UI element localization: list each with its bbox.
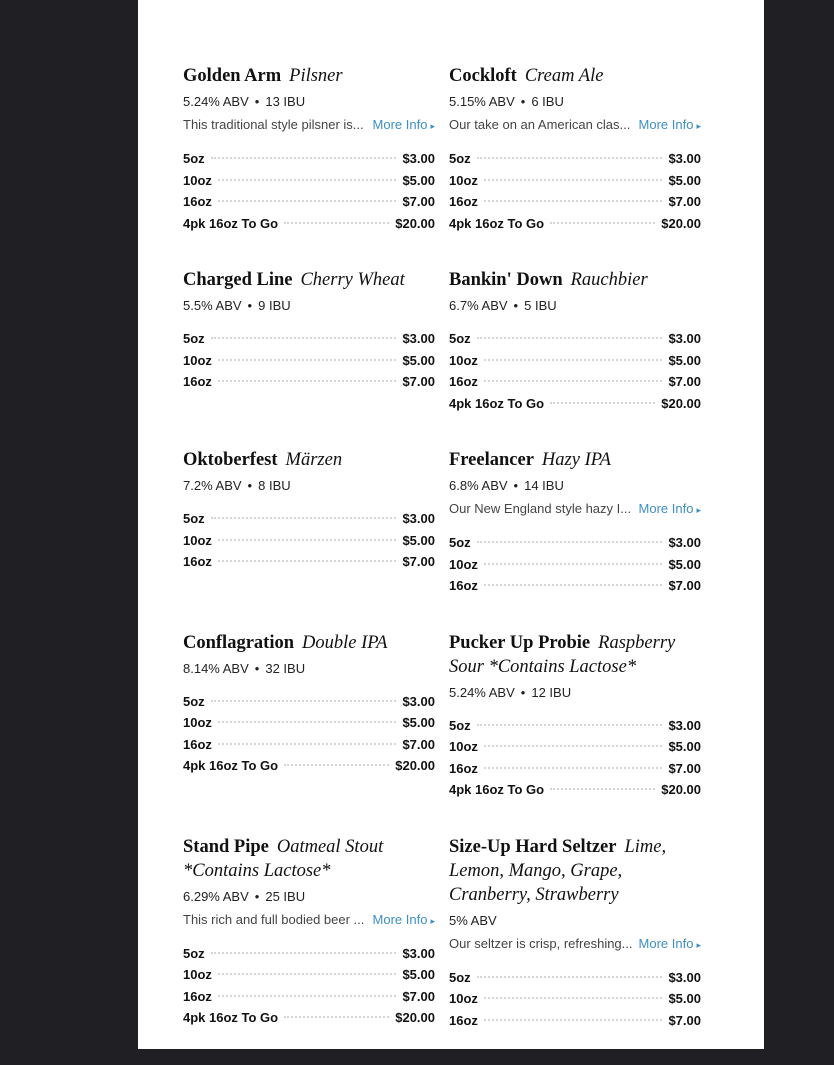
ibu: 12 IBU: [531, 684, 572, 700]
triangle-right-icon: ▸: [696, 121, 701, 131]
price-row: [449, 554, 701, 576]
item-title: [183, 64, 435, 88]
beer-style: Cream Ale: [524, 66, 604, 86]
triangle-right-icon: ▸: [430, 121, 435, 131]
triangle-right-icon: ▸: [430, 915, 435, 926]
item-title: [183, 448, 435, 472]
dot-leader: [218, 539, 397, 541]
dot-leader: [550, 402, 655, 404]
price-row: [449, 758, 701, 780]
size-label: 5oz: [449, 151, 471, 166]
price-list: [183, 148, 435, 234]
price-value: $7.00: [402, 988, 435, 1004]
price-list: [183, 691, 435, 777]
beer-description: [183, 117, 435, 134]
size-label: 10oz: [449, 991, 478, 1006]
more-info-label: More Info: [638, 501, 694, 516]
dot-leader: [284, 764, 389, 766]
price-row: [183, 170, 435, 192]
more-info-link[interactable]: [373, 117, 435, 134]
bullet-separator: •: [254, 660, 260, 676]
dot-leader: [218, 179, 397, 181]
dot-leader: [218, 200, 397, 202]
dot-leader: [477, 157, 663, 159]
size-label: 16oz: [183, 988, 212, 1004]
beer-style: Raspberry Sour *Contains Lactose*: [449, 632, 676, 677]
bullet-separator: •: [254, 888, 260, 904]
dot-leader: [484, 359, 663, 361]
dot-leader: [211, 952, 397, 954]
beer-stats: [449, 298, 701, 314]
menu-item: [183, 268, 435, 414]
price-value: $3.00: [668, 717, 701, 733]
beer-style: Double IPA: [302, 632, 388, 653]
size-label: 16oz: [449, 194, 478, 209]
size-label: 5oz: [449, 331, 471, 346]
dot-leader: [484, 584, 663, 586]
menu-item: [449, 448, 701, 597]
abv: 5.15% ABV: [449, 94, 515, 109]
dot-leader: [484, 380, 663, 382]
price-value: $5.00: [668, 991, 701, 1006]
abv: 6.7% ABV: [449, 298, 508, 313]
menu-item: [449, 64, 701, 234]
menu-item: [449, 268, 701, 414]
item-title: [449, 631, 701, 679]
price-value: $5.00: [402, 715, 435, 730]
bullet-separator: •: [520, 94, 526, 109]
more-info-label: More Info: [372, 911, 428, 927]
price-value: $3.00: [668, 535, 701, 550]
price-row: [183, 691, 435, 713]
abv: 7.2% ABV: [183, 478, 242, 493]
size-label: 5oz: [449, 969, 471, 985]
bullet-separator: •: [247, 298, 253, 313]
size-label: 16oz: [449, 578, 478, 593]
price-value: $3.00: [668, 969, 701, 985]
price-row: [449, 575, 701, 597]
triangle-right-icon: ▸: [696, 939, 701, 950]
beer-name: Charged Line: [183, 270, 293, 290]
dot-leader: [211, 517, 397, 519]
ibu: 13 IBU: [265, 94, 306, 109]
price-list: [183, 508, 435, 573]
dot-leader: [211, 337, 397, 339]
price-value: $5.00: [402, 352, 435, 368]
triangle-right-icon: ▸: [696, 505, 701, 515]
beer-name: Bankin' Down: [449, 270, 563, 290]
beer-style: Oatmeal Stout *Contains Lactose*: [183, 836, 384, 881]
size-label: 10oz: [183, 352, 212, 368]
beer-style: Lime, Lemon, Mango, Grape, Cranberry, Strawberry: [449, 836, 667, 905]
abv: 8.14% ABV: [183, 660, 249, 676]
beer-stats: [183, 889, 435, 905]
price-row: [449, 532, 701, 554]
item-title: [183, 835, 435, 883]
price-row: [183, 755, 435, 777]
dot-leader: [218, 973, 397, 975]
price-value: $3.00: [402, 511, 435, 526]
price-row: [183, 712, 435, 734]
beer-name: Pucker Up Probie: [449, 632, 591, 653]
size-label: 4pk 16oz To Go: [449, 782, 545, 797]
price-value: $3.00: [402, 331, 435, 346]
size-label: 4pk 16oz To Go: [183, 758, 279, 773]
dot-leader: [484, 563, 663, 565]
beer-name: Freelancer: [449, 450, 534, 470]
beer-stats: [183, 94, 435, 110]
price-value: $5.00: [668, 556, 701, 572]
size-label: 10oz: [183, 172, 212, 188]
dot-leader: [484, 745, 663, 747]
price-row: [449, 170, 701, 192]
abv: 5.5% ABV: [183, 298, 242, 313]
size-label: 16oz: [183, 374, 212, 389]
price-list: [449, 328, 701, 414]
price-row: [449, 779, 701, 801]
size-label: 10oz: [183, 532, 212, 548]
ibu: 8 IBU: [258, 478, 291, 493]
size-label: 10oz: [183, 967, 212, 982]
beer-style: Rauchbier: [570, 270, 648, 290]
dot-leader: [218, 560, 397, 562]
price-row: [183, 964, 435, 986]
price-value: $5.00: [402, 532, 435, 548]
beer-name: Oktoberfest: [183, 450, 278, 470]
price-row: [183, 943, 435, 965]
description-text: Our New England style hazy I...: [449, 501, 632, 516]
menu-item: [183, 448, 435, 597]
price-value: $5.00: [668, 352, 701, 368]
beer-stats: [449, 478, 701, 494]
beer-stats: [183, 661, 435, 677]
size-label: 5oz: [183, 151, 205, 166]
price-value: $5.00: [402, 967, 435, 982]
price-row: [449, 967, 701, 989]
dot-leader: [211, 700, 397, 702]
price-value: $3.00: [402, 945, 435, 961]
beer-style: Märzen: [285, 450, 343, 470]
price-list: [449, 148, 701, 234]
beer-name: Stand Pipe: [183, 836, 269, 857]
size-label: 10oz: [449, 556, 478, 572]
beer-name: Golden Arm: [183, 66, 282, 86]
price-value: $7.00: [668, 760, 701, 776]
beer-description: [449, 501, 701, 518]
beer-description: [183, 912, 435, 929]
price-value: $7.00: [402, 554, 435, 569]
ibu: 6 IBU: [531, 94, 564, 109]
size-label: 10oz: [183, 715, 212, 730]
dot-leader: [484, 179, 663, 181]
price-row: [449, 350, 701, 372]
price-row: [449, 213, 701, 235]
size-label: 10oz: [449, 172, 478, 188]
menu-item: [183, 835, 435, 1032]
beer-style: Hazy IPA: [541, 450, 611, 470]
size-label: 16oz: [183, 554, 212, 569]
size-label: 4pk 16oz To Go: [449, 215, 545, 231]
price-value: $20.00: [395, 1010, 435, 1025]
price-row: [449, 988, 701, 1010]
dot-leader: [477, 541, 663, 543]
price-row: [449, 1010, 701, 1032]
price-row: [183, 508, 435, 530]
item-title: [449, 448, 701, 472]
item-title: [449, 64, 701, 88]
price-value: $20.00: [661, 215, 701, 231]
price-list: [449, 967, 701, 1032]
price-row: [183, 986, 435, 1008]
more-info-link[interactable]: [639, 501, 701, 518]
bullet-separator: •: [513, 298, 519, 313]
menu-item: [183, 64, 435, 234]
price-row: [449, 148, 701, 170]
description-text: Our take on an American clas...: [449, 117, 631, 132]
size-label: 5oz: [449, 535, 471, 550]
more-info-label: More Info: [372, 117, 428, 132]
size-label: 4pk 16oz To Go: [449, 395, 545, 411]
size-label: 16oz: [183, 736, 212, 752]
price-value: $7.00: [402, 374, 435, 389]
price-row: [449, 328, 701, 350]
price-value: $20.00: [395, 215, 435, 231]
size-label: 5oz: [183, 945, 205, 961]
ibu: 5 IBU: [524, 298, 557, 313]
menu-item: [449, 835, 701, 1032]
price-row: [183, 350, 435, 372]
size-label: 16oz: [449, 374, 478, 389]
beer-stats: [449, 94, 701, 110]
dot-leader: [477, 337, 663, 339]
price-row: [183, 734, 435, 756]
price-value: $20.00: [661, 395, 701, 411]
beer-style: Pilsner: [289, 66, 343, 86]
dot-leader: [550, 788, 655, 790]
dot-leader: [550, 222, 655, 224]
bullet-separator: •: [520, 684, 526, 700]
price-row: [449, 736, 701, 758]
item-title: [449, 835, 701, 907]
dot-leader: [218, 380, 397, 382]
menu-item: [183, 631, 435, 801]
item-title: [183, 631, 435, 655]
menu-item: [449, 631, 701, 801]
dot-leader: [477, 724, 663, 726]
price-row: [449, 371, 701, 393]
size-label: 16oz: [449, 760, 478, 776]
beer-style: Cherry Wheat: [300, 270, 405, 290]
price-value: $7.00: [668, 1012, 701, 1028]
size-label: 16oz: [449, 1012, 478, 1028]
price-row: [183, 328, 435, 350]
price-value: $7.00: [402, 194, 435, 209]
bullet-separator: •: [513, 478, 519, 493]
dot-leader: [284, 1016, 389, 1018]
price-value: $20.00: [661, 782, 701, 797]
dot-leader: [484, 767, 663, 769]
price-value: $5.00: [668, 172, 701, 188]
size-label: 5oz: [449, 717, 471, 733]
size-label: 5oz: [183, 511, 205, 526]
ibu: 32 IBU: [265, 660, 306, 676]
description-text: This traditional style pilsner is...: [183, 117, 364, 132]
more-info-link[interactable]: [639, 936, 701, 953]
ibu: 14 IBU: [524, 478, 564, 493]
abv: 5.24% ABV: [449, 684, 515, 700]
dot-leader: [218, 721, 397, 723]
dot-leader: [484, 200, 663, 202]
dot-leader: [284, 222, 389, 224]
item-title: [183, 268, 435, 292]
menu-page: [138, 0, 764, 1049]
price-row: [183, 191, 435, 213]
price-row: [183, 551, 435, 573]
beer-description: [449, 936, 701, 953]
beer-stats: [449, 685, 701, 701]
price-value: $3.00: [668, 331, 701, 346]
price-row: [183, 530, 435, 552]
price-row: [449, 715, 701, 737]
size-label: 16oz: [183, 194, 212, 209]
beer-stats: [183, 298, 435, 314]
beer-name: Conflagration: [183, 632, 294, 653]
price-row: [183, 1007, 435, 1029]
menu-grid: [183, 64, 701, 1065]
beer-stats: [183, 478, 435, 494]
item-title: [449, 268, 701, 292]
dot-leader: [218, 995, 397, 997]
abv: 6.8% ABV: [449, 478, 508, 493]
price-value: $7.00: [402, 736, 435, 752]
price-list: [449, 532, 701, 597]
price-value: $5.00: [402, 172, 435, 188]
more-info-label: More Info: [638, 935, 694, 951]
price-row: [183, 371, 435, 393]
more-info-link[interactable]: [639, 117, 701, 134]
abv: 6.29% ABV: [183, 888, 249, 904]
beer-stats: [449, 913, 701, 929]
description-text: This rich and full bodied beer ...: [183, 911, 365, 927]
price-row: [183, 213, 435, 235]
bullet-separator: •: [254, 94, 260, 109]
dot-leader: [218, 359, 397, 361]
size-label: 10oz: [449, 352, 478, 368]
price-value: $7.00: [668, 194, 701, 209]
price-value: $3.00: [402, 151, 435, 166]
price-row: [449, 191, 701, 213]
abv: 5% ABV: [449, 912, 497, 928]
ibu: 9 IBU: [258, 298, 291, 313]
more-info-link[interactable]: [373, 912, 435, 929]
size-label: 5oz: [183, 693, 205, 709]
price-row: [183, 148, 435, 170]
price-value: $20.00: [395, 758, 435, 773]
beer-name: Cockloft: [449, 66, 517, 86]
size-label: 4pk 16oz To Go: [183, 1010, 279, 1025]
price-list: [183, 943, 435, 1029]
dot-leader: [484, 997, 663, 999]
price-value: $5.00: [668, 739, 701, 754]
description-text: Our seltzer is crisp, refreshing...: [449, 935, 633, 951]
dot-leader: [211, 157, 397, 159]
price-value: $3.00: [402, 693, 435, 709]
more-info-label: More Info: [638, 117, 694, 132]
price-value: $7.00: [668, 578, 701, 593]
beer-name: Size-Up Hard Seltzer: [449, 836, 617, 857]
ibu: 25 IBU: [265, 888, 306, 904]
size-label: 10oz: [449, 739, 478, 754]
abv: 5.24% ABV: [183, 94, 249, 109]
price-list: [449, 715, 701, 801]
beer-description: [449, 117, 701, 134]
price-value: $3.00: [668, 151, 701, 166]
dot-leader: [218, 743, 397, 745]
dot-leader: [477, 976, 663, 978]
bullet-separator: •: [247, 478, 253, 493]
price-row: [449, 393, 701, 415]
size-label: 4pk 16oz To Go: [183, 215, 279, 231]
price-list: [183, 328, 435, 393]
price-value: $7.00: [668, 374, 701, 389]
size-label: 5oz: [183, 331, 205, 346]
dot-leader: [484, 1019, 663, 1021]
